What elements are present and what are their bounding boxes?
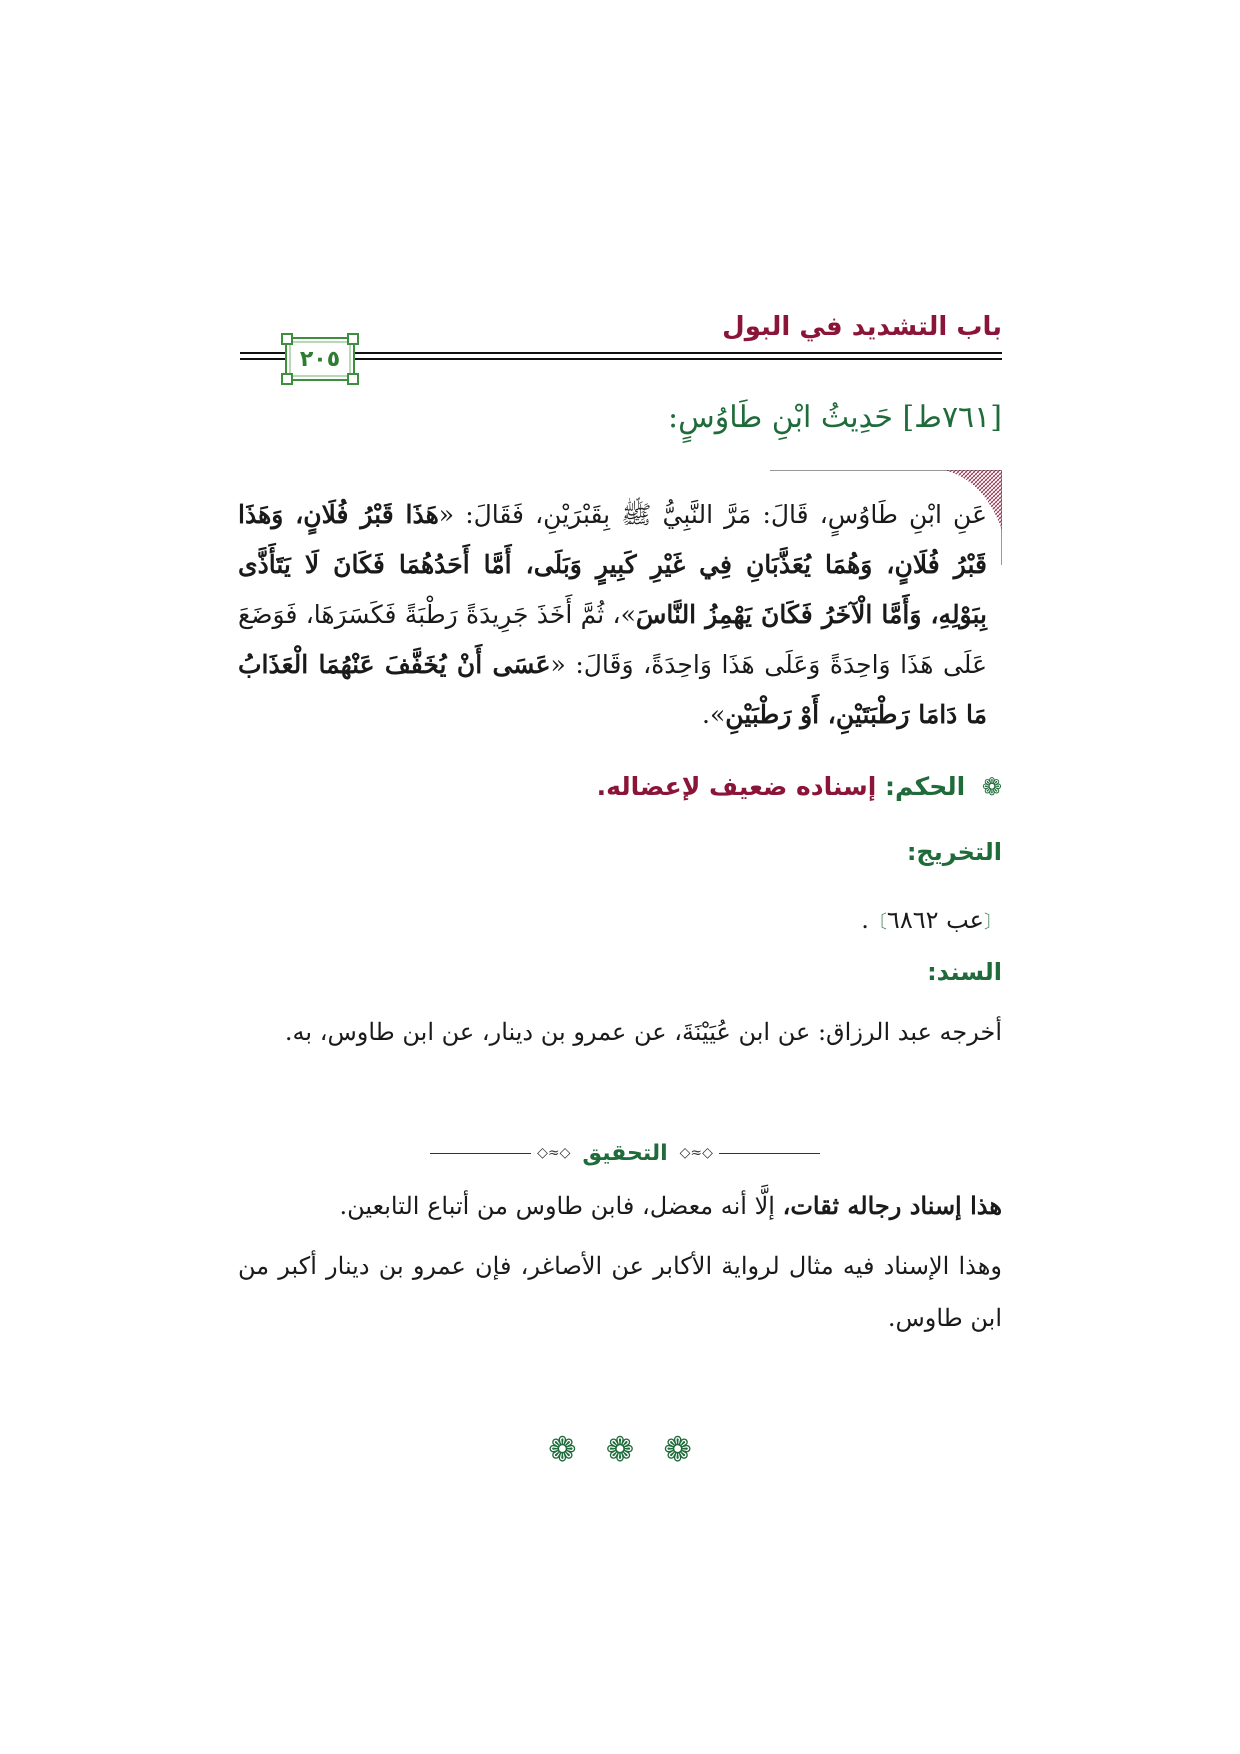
page-number-badge — [285, 337, 355, 381]
ruling — [597, 772, 1002, 801]
badge-corner-ornament — [281, 333, 293, 345]
flower-icon: ❁ — [548, 1430, 577, 1470]
end-ornament — [0, 1430, 1240, 1470]
tahqiq-paragraph-2: وهذا الإسناد فيه مثال لرواية الأكابر عن الأصاغر، فإن عمرو بن دينار أكبر من ابن طاوس. — [238, 1252, 1002, 1332]
takhrij-reference — [861, 906, 1002, 934]
tahqiq-p1-rest: إلَّا أنه معضل، فابن طاوس من أتباع التابعين. — [339, 1192, 783, 1220]
page-number: ٢٠٥ — [299, 346, 341, 372]
hadith-heading: [٧٦١ط] حَدِيثُ ابْنِ طَاوُسٍ: — [668, 400, 1002, 435]
badge-corner-ornament — [347, 373, 359, 385]
divider-line — [430, 1153, 531, 1154]
takhrij-label: التخريج: — [906, 838, 1002, 866]
matn-text-1: عَنِ ابْنِ طَاوُسٍ، قَالَ: مَرَّ النَّبِيُّ ﷺ بِقَبْرَيْنِ، فَقَالَ: « — [438, 500, 987, 529]
tahqiq-p1-bold: هذا إسناد رجاله ثقات، — [782, 1191, 1002, 1220]
tahqiq-title: التحقيق — [582, 1140, 668, 1166]
badge-corner-ornament — [347, 333, 359, 345]
matn-quote-2: عَسَى أَنْ يُخَفَّفَ عَنْهُمَا الْعَذَابُ مَا دَامَا رَطْبَتَيْنِ، أَوْ رَطْبَيْنِ — [238, 650, 987, 729]
sanad-label: السند: — [927, 958, 1002, 986]
divider-ornament-icon: ◇≈◇ — [679, 1145, 713, 1161]
ruling-value: إسناده ضعيف لإعضاله. — [596, 772, 877, 801]
takhrij-ref-end: . — [861, 906, 869, 934]
sanad-text: أخرجه عبد الرزاق: عن ابن عُيَيْنَةَ، عن عمرو بن دينار، عن ابن طاوس، به. — [284, 1018, 1002, 1046]
badge-corner-ornament — [281, 373, 293, 385]
divider-line — [719, 1153, 820, 1154]
flower-icon: ❁ — [605, 1430, 635, 1470]
tahqiq-paragraph-1 — [238, 1180, 1002, 1232]
matn-quote-1: هَذَا قَبْرُ فُلَانٍ، وَهَذَا قَبْرُ فُلَانٍ، وَهُمَا يُعَذَّبَانِ فِي غَيْرِ كَبِيرٍ وَبَلَى، أَمَّا أَحَدُهُمَا فَكَانَ لَا يَتَأَذَّى بِبَوْلِهِ، وَأَمَّا الْآخَرُ فَكَانَ يَهْمِزُ النَّاسَ — [238, 500, 987, 629]
matn-text-2: »، ثُمَّ أَخَذَ جَرِيدَةً رَطْبَةً فَكَسَرَهَا، فَوَضَعَ عَلَى هَذَا وَاحِدَةً وَعَلَى هَذَا وَاحِدَةً، وَقَالَ: « — [238, 600, 987, 679]
takhrij-ref: عب ٦٨٦٢ — [886, 906, 984, 934]
divider-ornament-icon: ◇≈◇ — [537, 1145, 571, 1161]
ruling-label: الحكم: — [885, 772, 966, 801]
chapter-title: باب التشديد في البول — [722, 312, 1002, 342]
tahqiq-divider — [430, 1138, 820, 1168]
bracket-close-icon: 〕 — [868, 912, 887, 933]
bracket-open-icon: 〔 — [984, 912, 1002, 933]
flower-icon: ❁ — [663, 1430, 692, 1470]
matn-text-3: ». — [702, 700, 726, 729]
hadith-matn — [238, 490, 987, 740]
flower-icon: ❁ — [981, 773, 1002, 801]
